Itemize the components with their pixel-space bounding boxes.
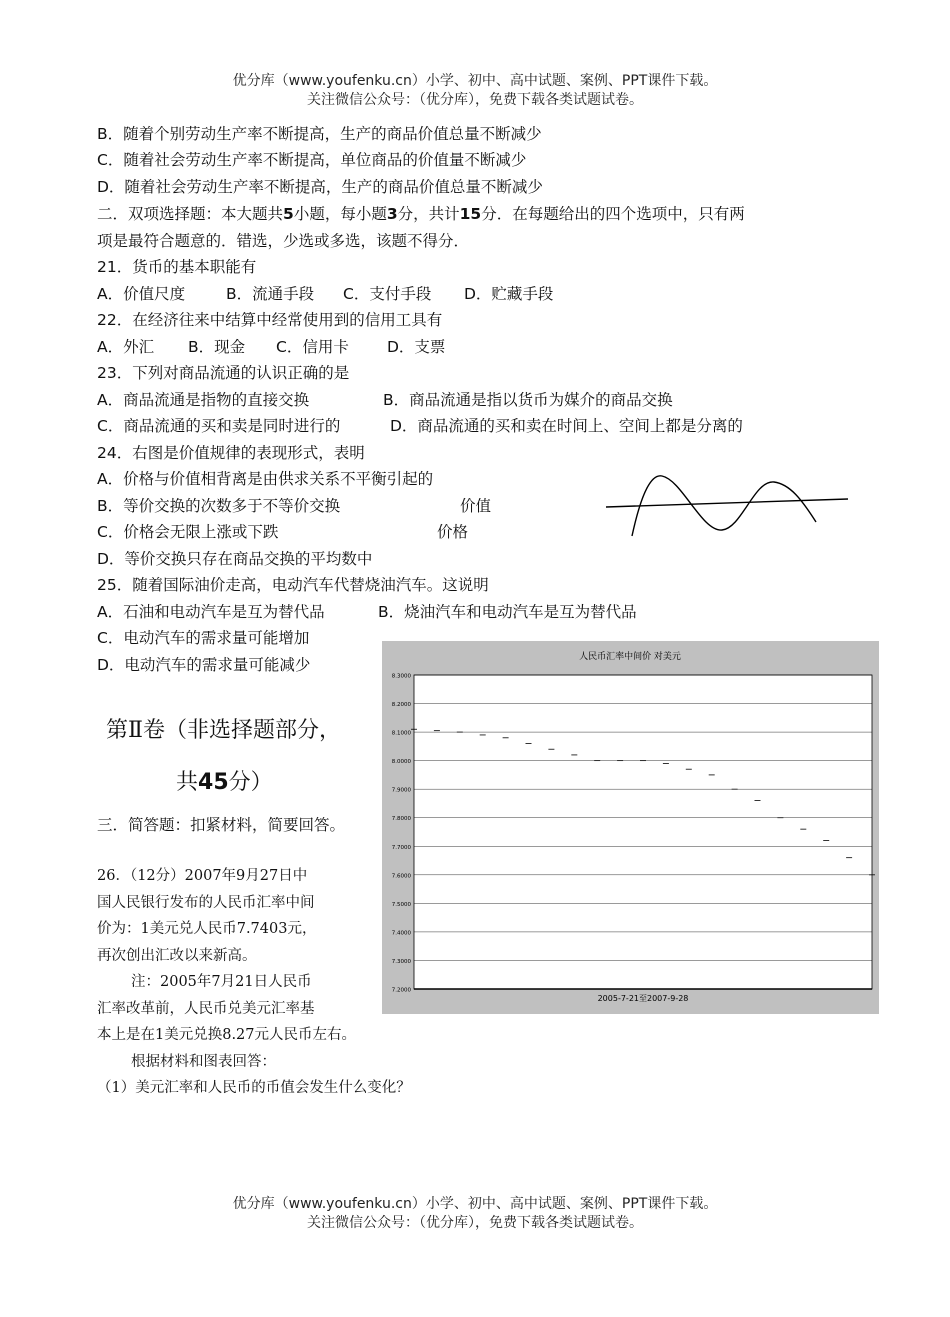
- q21-option-c: C．支付手段: [343, 285, 432, 303]
- exchange-rate-chart-svg: [382, 641, 879, 1014]
- q26-note-line-1: 注：2005年7月21日人民币: [131, 974, 312, 990]
- chart-plot-area: [414, 675, 872, 989]
- prev-option-c: C．随着社会劳动生产率不断提高，单位商品的价值量不断减少: [97, 151, 527, 169]
- q26-line-4: 再次创出汇改以来新高。: [97, 948, 257, 964]
- section2-heading: 二．双项选择题：本大题共5小题，每小题3分，共计15分．在每题给出的四个选项中，只有两: [97, 205, 745, 223]
- q25-option-c: C．电动汽车的需求量可能增加: [97, 629, 310, 647]
- chart-y-tick-labels: [392, 674, 412, 994]
- q24-option-b: B．等价交换的次数多于不等价交换: [97, 497, 341, 515]
- q26-line-3: 价为：1美元兑人民币7.7403元，: [97, 921, 317, 937]
- chart-y-tick-label: 7.5000: [391, 901, 411, 908]
- q22-option-b: B．现金: [188, 338, 246, 356]
- q25-option-a: A．石油和电动汽车是互为替代品: [97, 603, 325, 621]
- q24-option-a: A．价格与价值相背离是由供求关系不平衡引起的: [97, 470, 434, 488]
- chart-x-label: 2005-7-21至2007-9-28: [597, 994, 689, 1003]
- chart-y-tick-label: 7.3000: [391, 958, 411, 965]
- q23-option-c: C．商品流通的买和卖是同时进行的: [97, 417, 341, 435]
- chart-title: 人民币汇率中间价 对美元: [579, 652, 681, 662]
- footer-line-2: 关注微信公众号：（优分库），免费下载各类试题试卷。: [307, 1215, 643, 1231]
- q22-option-d: D．支票: [387, 338, 446, 356]
- q22-option-c: C．信用卡: [276, 338, 349, 356]
- part2-title-line1: 第Ⅱ卷（非选择题部分，: [106, 718, 341, 743]
- value-law-wave-diagram: [604, 470, 850, 538]
- q24-stem: 24．右图是价值规律的表现形式，表明: [97, 444, 365, 462]
- exchange-rate-chart: [382, 641, 879, 1014]
- prev-option-d: D．随着社会劳动生产率不断提高，生产的商品价值总量不断减少: [97, 178, 543, 196]
- prev-option-b: B．随着个别劳动生产率不断提高，生产的商品价值总量不断减少: [97, 125, 542, 143]
- q26-line-2: 国人民银行发布的人民币汇率中间: [97, 895, 315, 911]
- q24-label-value: 价值: [460, 497, 492, 515]
- chart-y-tick-label: 8.0000: [391, 759, 411, 766]
- q23-option-a: A．商品流通是指物的直接交换: [97, 391, 310, 409]
- header-line-2: 关注微信公众号：（优分库），免费下载各类试题试卷。: [307, 92, 643, 108]
- q21-stem: 21．货币的基本职能有: [97, 258, 257, 276]
- q21-option-b: B．流通手段: [226, 285, 315, 303]
- q26-line-1: 26．（12分）2007年9月27日中: [97, 868, 308, 884]
- q24-option-d: D．等价交换只存在商品交换的平均数中: [97, 550, 373, 568]
- chart-y-tick-label: 7.9000: [391, 787, 411, 794]
- q25-stem: 25．随着国际油价走高，电动汽车代替烧油汽车。这说明: [97, 576, 489, 594]
- part2-title-line2: 共45分）: [176, 770, 273, 795]
- q21-option-d: D．贮藏手段: [464, 285, 554, 303]
- chart-y-tick-label: 7.6000: [391, 873, 411, 880]
- chart-y-tick-label: 8.1000: [391, 730, 411, 737]
- header-line-1: 优分库（www.youfenku.cn）小学、初中、高中试题、案例、PPT课件下载。: [232, 73, 718, 89]
- section2-heading-line2: 项是最符合题意的．错选，少选或多选，该题不得分．: [97, 232, 470, 250]
- q24-label-price: 价格: [437, 523, 469, 541]
- q26-note-line-2: 汇率改革前，人民币兑美元汇率基: [97, 1001, 315, 1017]
- chart-y-tick-label: 7.7000: [391, 844, 411, 851]
- chart-y-tick-label: 8.3000: [391, 673, 411, 680]
- q23-stem: 23．下列对商品流通的认识正确的是: [97, 364, 350, 382]
- section3-heading: 三．简答题：扣紧材料，简要回答。: [97, 816, 346, 834]
- chart-y-tick-label: 8.2000: [391, 702, 411, 709]
- q26-subquestion-1: （1）美元汇率和人民币的币值会发生什么变化？: [97, 1080, 411, 1096]
- q25-option-b: B．烧油汽车和电动汽车是互为替代品: [378, 603, 637, 621]
- chart-y-tick-label: 7.4000: [391, 930, 411, 937]
- q26-note-line-3: 本上是在1美元兑换8.27元人民币左右。: [97, 1027, 357, 1043]
- q21-option-a: A．价值尺度: [97, 285, 186, 303]
- footer-line-1: 优分库（www.youfenku.cn）小学、初中、高中试题、案例、PPT课件下载。: [232, 1196, 718, 1212]
- chart-y-tick-label: 7.8000: [391, 816, 411, 823]
- q22-stem: 22．在经济往来中结算中经常使用到的信用工具有: [97, 311, 443, 329]
- q22-option-a: A．外汇: [97, 338, 155, 356]
- q25-option-d: D．电动汽车的需求量可能减少: [97, 656, 311, 674]
- q26-instruction: 根据材料和图表回答：: [131, 1054, 276, 1070]
- q23-option-b: B．商品流通是指以货币为媒介的商品交换: [383, 391, 673, 409]
- q24-option-c: C．价格会无限上涨或下跌: [97, 523, 279, 541]
- chart-y-tick-label: 7.2000: [391, 987, 411, 994]
- q23-option-d: D．商品流通的买和卖在时间上、空间上都是分离的: [390, 417, 743, 435]
